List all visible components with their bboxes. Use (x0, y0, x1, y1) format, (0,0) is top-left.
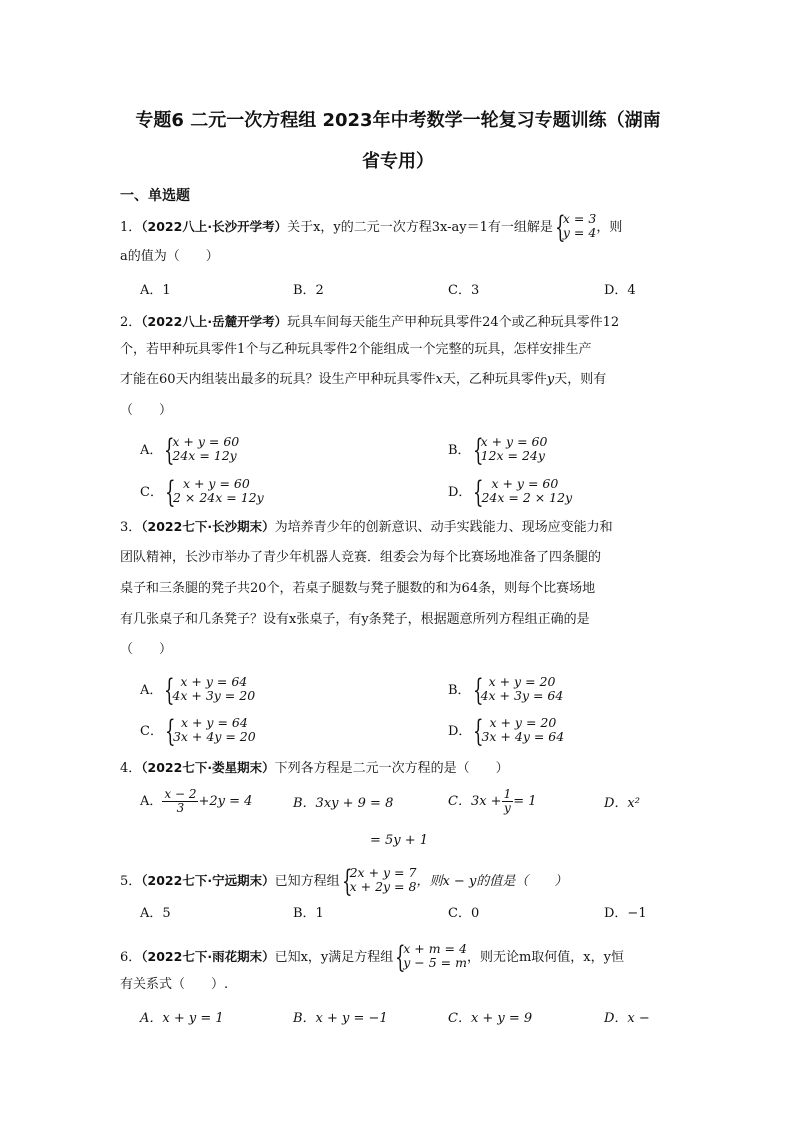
option-d-continued: = 5y + 1 (370, 833, 429, 848)
option-c: C． { x + y = 64 3x + 4y = 20 (140, 714, 256, 749)
question-text: 玩具车间每天能生产甲种玩具零件24个或乙种玩具零件12 (287, 315, 620, 330)
question-text: 下列各方程是二元一次方程的是（ ） (274, 761, 509, 776)
option-b: B．1 (293, 906, 324, 921)
page-title: 专题6 二元一次方程组 2023年中考数学一轮复习专题训练（湖南 (135, 110, 661, 131)
question-4 (120, 759, 509, 778)
question-number: 6． (120, 950, 142, 965)
option-c: C． { x + y = 60 2 × 24x = 12y (140, 475, 264, 510)
option-a: A．1 (140, 283, 171, 298)
question-3 (120, 518, 613, 537)
option-a: A．x + y = 1 (140, 1011, 224, 1026)
option-b: B．2 (293, 283, 324, 298)
option-b: B． { x + y = 60 12x = 24y (448, 433, 548, 468)
question-3-line2: 团队精神，长沙市举办了青少年机器人竞赛．组委会为每个比赛场地准备了四条腿的 (120, 550, 602, 565)
question-source: （2022七下·娄星期末） (141, 760, 275, 775)
page-title-continued: 省专用） (362, 151, 434, 172)
option-d: D．−1 (604, 906, 647, 921)
question-source: （2022七下·宁远期末） (141, 873, 275, 888)
option-a: A． $\frac{x - 2}{3}$ +2y = 4 (140, 787, 253, 815)
question-1: 1．（2022八上·长沙开学考）关于x，y的二元一次方程3x-ay＝1有一组解是 { x = 3 y = 4 ，则 (120, 210, 623, 245)
option-c: C．3 (448, 283, 480, 298)
question-source: （2022八上·岳麓开学考） (141, 314, 288, 329)
question-number: 3． (120, 520, 142, 535)
question-text: 已知方程组 (274, 874, 340, 889)
question-6: 6．（2022七下·雨花期末）已知x，y满足方程组 { x + m = 4 y − 5 = m ，则无论m取何值，x，y恒 (120, 940, 624, 975)
section-heading: 一、单选题 (120, 188, 190, 204)
option-c: C．x + y = 9 (448, 1011, 533, 1026)
question-2 (120, 313, 619, 332)
question-source: （2022七下·长沙期末） (141, 519, 275, 534)
option-d: D．x² (604, 796, 640, 811)
option-c: C．0 (448, 906, 480, 921)
question-number: 5． (120, 874, 142, 889)
option-a: A．5 (140, 906, 171, 921)
question-5: 5．（2022七下·宁远期末）已知方程组 { 2x + y = 7 x + 2y = 8 ，则x − y的值是（ ） (120, 864, 568, 899)
option-b: B．x + y = −1 (293, 1011, 388, 1026)
option-b: B．3xy + 9 = 8 (293, 796, 394, 811)
equation-system: { x = 3 y = 4 (554, 210, 597, 245)
option-a: A． { x + y = 60 24x = 12y (140, 433, 240, 468)
option-a: A． { x + y = 64 4x + 3y = 20 (140, 673, 256, 708)
question-text: 为培养青少年的创新意识、动手实践能力、现场应变能力和 (274, 520, 613, 535)
question-2-line4: （ ） (120, 403, 173, 418)
equation-system: { 2x + y = 7 x + 2y = 8 (341, 864, 417, 899)
question-3-line4: 有几张桌子和几条凳子？设有x张桌子，有y条凳子，根据题意所列方程组正确的是 (120, 612, 590, 627)
question-number: 1． (120, 220, 142, 235)
option-d: D． { x + y = 60 24x = 2 × 12y (448, 475, 573, 510)
option-c: C．3x + $\frac{1}{y}$ = 1 (448, 787, 537, 815)
option-d: D．4 (604, 283, 636, 298)
question-1-line2: a的值为（ ） (120, 249, 219, 264)
question-6-line2: 有关系式（ ）. (120, 977, 229, 992)
question-text: 已知x，y满足方程组 (274, 950, 394, 965)
equation-system: { x + m = 4 y − 5 = m (395, 940, 467, 975)
question-number: 2． (120, 315, 142, 330)
question-3-line3: 桌子和三条腿的凳子共20个，若桌子腿数与凳子腿数的和为64条，则每个比赛场地 (120, 581, 596, 596)
question-2-line2: 个，若甲种玩具零件1个与乙种玩具零件2个能组成一个完整的玩具，怎样安排生产 (120, 342, 592, 357)
question-2-line3: 才能在60天内组装出最多的玩具？设生产甲种玩具零件x天，乙种玩具零件y天，则有 (120, 372, 607, 387)
question-number: 4． (120, 761, 142, 776)
option-b: B． { x + y = 20 4x + 3y = 64 (448, 673, 564, 708)
question-source: （2022八上·长沙开学考） (141, 219, 288, 234)
question-source: （2022七下·雨花期末） (141, 949, 275, 964)
option-d: D．x − (604, 1011, 650, 1026)
question-3-line5: （ ） (120, 642, 173, 657)
question-text: 关于x，y的二元一次方程3x-ay＝1有一组解是 (287, 220, 553, 235)
option-d: D． { x + y = 20 3x + 4y = 64 (448, 714, 565, 749)
